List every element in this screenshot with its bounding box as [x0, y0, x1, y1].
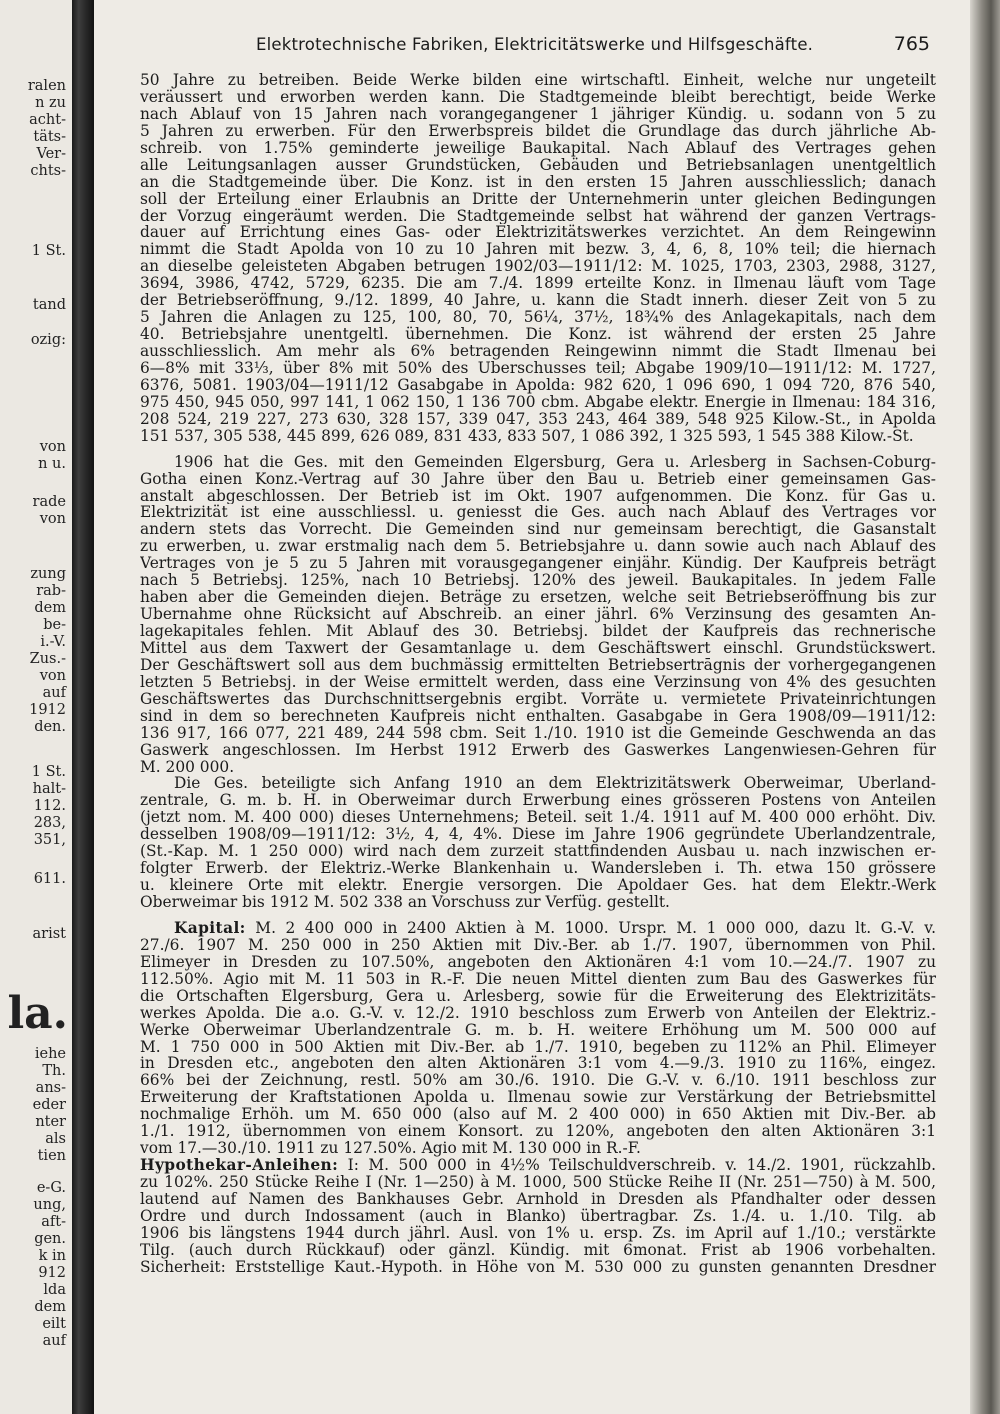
line-text: vom 17.—30./10. 1911 zu 127.50%. Agio mit M. 130 000 in R.-F.: [140, 1140, 641, 1158]
line-text: (jetzt nom. M. 400 000) dieses Unternehmens; Beteil. seit 1./4. 1911 auf M. 400 000 erhöht. Div.: [140, 809, 936, 827]
text-line: [140, 1123, 936, 1140]
line-text: nach 5 Betriebsj. 125%, nach 10 Betriebsj. 120% des jeweil. Baukapitales. In jedem Falle: [140, 572, 936, 590]
text-line: [140, 775, 936, 792]
line-text: der Vorzug eingeräumt werden. Die Stadtgemeinde selbst hat während der ganzen Vertrags-: [140, 207, 936, 225]
text-line: [140, 1191, 936, 1208]
line-text: 975 450, 945 050, 997 141, 1 062 150, 1 136 700 cbm. Abgabe elektr. Energie in Ilmenau: 184 316,: [140, 393, 936, 411]
margin-fragment: auf: [42, 685, 66, 701]
text-line: [140, 606, 936, 623]
line-text: an die Stadtgemeinde über. Die Konz. ist in den ersten 15 Jahren ausschliesslich; danach: [140, 173, 936, 191]
line-text: Gaswerk angeschlossen. Im Herbst 1912 Erwerb des Gaswerkes Langenwiesen-Gehren für: [140, 741, 936, 759]
text-line: [140, 504, 936, 521]
line-text: alle Leitungsanlagen ausser Grundstücken, Gebäuden und Betriebsanlagen unentgeltlich: [140, 156, 936, 174]
paragraph-gap: [140, 445, 936, 454]
text-line: [140, 123, 936, 140]
text-line: [140, 1022, 936, 1039]
line-text: Erweiterung der Kraftstationen Apolda u. Ilmenau sowie zur Verstärkung der Betriebsmittel: [140, 1089, 936, 1107]
section-lead: Kapital:: [174, 919, 246, 937]
text-line: [140, 72, 936, 89]
line-text: M. 200 000.: [140, 758, 235, 776]
text-line: [140, 988, 936, 1005]
line-text: u. kleinere Orte mit elektr. Energie versorgen. Die Apoldaer Ges. hat dem Elektr.-Werk: [140, 877, 936, 894]
page-header: [160, 33, 930, 59]
margin-fragment: ralen: [27, 78, 66, 94]
margin-fragment: i.-V.: [40, 634, 66, 650]
text-line: [140, 623, 936, 640]
text-line: [140, 191, 936, 208]
line-text: veräussert und erworben werden kann. Die Stadtgemeinde bleibt berechtigt, beide Werke: [140, 88, 936, 106]
text-line: [140, 360, 936, 377]
line-text: 3694, 3986, 4742, 5729, 6235. Die am 7./4. 1899 erteilte Konz. in Ilmenau läuft vom Tage: [140, 275, 936, 293]
line-text: M. 1 750 000 in 500 Aktien mit Div.-Ber. ab 1./7. 1910, begeben zu 112% an Phil. Elimeyer: [140, 1038, 936, 1056]
margin-fragment: auf: [42, 1333, 66, 1349]
margin-fragment: Zus.-: [29, 651, 66, 667]
text-line: [140, 640, 936, 657]
margin-fragment: dem: [34, 1299, 66, 1315]
text-line: [140, 1157, 936, 1174]
line-text: I: M. 500 000 in 4½% Teilschuldverschreib. v. 14./2. 1901, rückzahlb.: [338, 1157, 936, 1174]
line-text: in Dresden etc., angeboten den alten Aktionären 3:1 vom 4.—9./3. 1910 zu 116%, eingez.: [140, 1055, 936, 1073]
text-line: [140, 174, 936, 191]
line-text: Werke Oberweimar Überlandzentrale G. m. b. H. weitere Erhöhung um M. 500 000 auf: [140, 1021, 936, 1039]
text-line: [140, 488, 936, 505]
line-text: 1906 hat die Ges. mit den Gemeinden Elgersburg, Gera u. Arlesberg in Sachsen-Coburg-: [174, 453, 936, 471]
margin-fragment: e-G.: [36, 1180, 66, 1196]
text-line: [140, 894, 936, 911]
line-text: dauer auf Errichtung eines Gas- oder Elektrizitätswerkes verzichtet. An dem Reingewinn: [140, 224, 936, 242]
margin-fragment: tien: [37, 1148, 66, 1164]
margin-fragment: 912: [38, 1265, 66, 1281]
margin-fragment: 1 St.: [31, 243, 66, 259]
text-line: [140, 759, 936, 776]
line-text: der Betriebseröffnung, 9./12. 1899, 40 Jahre, u. kann die Stadt innerh. dieser Zeit von 5 zu: [140, 292, 936, 310]
line-text: lagekapitales fehlen. Mit Ablauf des 30. Betriebsj. bildet der Kaufpreis das rechnerische: [140, 623, 936, 640]
line-text: Die Ges. beteiligte sich Anfang 1910 an dem Elektrizitätswerk Oberweimar, Überland-: [174, 775, 936, 793]
line-text: Tilg. (auch durch Rückkauf) oder gänzl. Kündig. mit 6monat. Frist ab 1906 vorbehalten.: [140, 1241, 936, 1259]
text-line: [140, 742, 936, 759]
text-line: [140, 471, 936, 488]
text-line: [140, 725, 936, 742]
line-text: nach Ablauf von 15 Jahren nach vorangegangener 1 jähriger Kündig. u. sodann von 5 zu: [140, 105, 936, 123]
line-text: anstalt abgeschlossen. Der Betrieb ist im Okt. 1907 aufgenommen. Die Konz. für Gas u.: [140, 487, 936, 505]
line-text: ausschliesslich. Am mehr als 6% betragenden Reingewinn nimmt die Stadt Ilmenau bei: [140, 343, 936, 360]
text-line: [140, 691, 936, 708]
line-text: Elektrizität ist eine ausschliessl. u. geniesst die Ges. auch nach Ablauf des Vertrages vor: [140, 504, 936, 522]
line-text: 6376, 5081. 1903/04—1911/12 Gasabgabe in Apolda: 982 620, 1 096 690, 1 094 720, 876 540,: [140, 376, 936, 394]
line-text: Ordre und durch Indossament (auch in Blanko) übertragbar. Zs. 1./4. u. 1./10. Tilg. ab: [140, 1207, 936, 1225]
text-line: [140, 428, 936, 445]
text-line: [140, 826, 936, 843]
text-line: [140, 309, 936, 326]
margin-fragment: 351,: [33, 832, 66, 848]
line-text: an dieselbe geleisteten Abgaben betrugen 1902/03—1911/12: M. 1025, 1703, 2303, 2988, 3127,: [140, 258, 936, 276]
adjacent-page-margin: [0, 0, 72, 1414]
margin-fragment: eilt: [42, 1316, 66, 1332]
line-text: haben aber die Gemeinden diejen. Beträge zu ersetzen, welche seit Betriebseröffnung bis zur: [140, 589, 936, 607]
text-line: [140, 674, 936, 691]
line-text: Vertrages von je 5 zu 5 Jahren mit vorausgegangener einjähr. Kündig. Der Kaufpreis beträgt: [140, 555, 936, 573]
text-line: [140, 572, 936, 589]
line-text: zu erwerben, u. zwar erstmalig nach dem 5. Betriebsjahre u. dann sowie auch nach Ablauf des: [140, 538, 936, 556]
text-line: [140, 954, 936, 971]
margin-fragment: täts-: [33, 129, 66, 145]
margin-fragment: k in: [38, 1248, 66, 1264]
line-text: 66% bei der Zeichnung, restl. 50% am 30./6. 1910. Die G.-V. v. 6./10. 1911 beschloss zur: [140, 1072, 936, 1090]
line-text: letzten 5 Betriebsj. in der Weise ermittelt werden, dass eine Verzinsung von 4% des gesuchten: [140, 673, 936, 691]
margin-fragment: ans-: [35, 1080, 66, 1096]
line-text: 5 Jahren zu erwerben. Für den Erwerbspreis bildet die Grundlage das durch jährliche Ab-: [140, 122, 936, 140]
line-text: 151 537, 305 538, 445 899, 626 089, 831 433, 833 507, 1 086 392, 1 325 593, 1 545 388 Kilow.-St.: [140, 427, 914, 445]
line-text: 1906 bis längstens 1944 durch jährl. Ausl. von 1% u. ersp. Zs. im April auf 1./10.; verstärkte: [140, 1224, 936, 1242]
margin-fragment: n u.: [38, 456, 66, 472]
paragraph-gap: [140, 911, 936, 920]
line-text: (St.-Kap. M. 1 250 000) wird nach dem zurzeit stattfindenden Ausbau u. nach inzwischen er-: [140, 843, 936, 861]
line-text: schreib. von 1.75% geminderte jeweilige Baukapital. Nach Ablauf des Vertrages gehen: [140, 139, 936, 157]
line-text: nochmalige Erhöh. um M. 650 000 (also auf M. 2 400 000) in 650 Aktien mit Div.-Ber. ab: [140, 1106, 936, 1124]
text-line: [140, 1072, 936, 1089]
text-line: [140, 538, 936, 555]
text-line: [140, 920, 936, 937]
text-line: [140, 1089, 936, 1106]
page-edge: [970, 0, 1000, 1414]
text-line: [140, 1055, 936, 1072]
line-text: zu 102%. 250 Stücke Reihe I (Nr. 1—250) à M. 1000, 500 Stücke Reihe II (Nr. 251—750) à M. 500,: [140, 1174, 936, 1191]
line-text: Übernahme ohne Rücksicht auf Abschreib. an einer jährl. 6% Verzinsung des gesamten An-: [140, 606, 936, 623]
line-text: soll der Erteilung einer Erlaubnis an Dritte der Unternehmerin unter gleichen Bedingungen: [140, 190, 936, 208]
body-text: [140, 72, 936, 1276]
margin-fragment: Th.: [42, 1063, 66, 1079]
line-text: Der Geschäftswert soll aus dem buchmässig ermittelten Betriebsertrāgnis der vorhergegangenen: [140, 656, 936, 674]
text-line: [140, 454, 936, 471]
running-title: Elektrotechnische Fabriken, Elektricitätswerke und Hilfsgeschäfte.: [256, 35, 814, 54]
text-line: [140, 809, 936, 826]
line-text: 1./1. 1912, übernommen von einem Konsort. zu 120%, angeboten den alten Aktionären 3:1: [140, 1123, 936, 1141]
text-line: [140, 258, 936, 275]
line-text: Geschäftswertes das Durchschnittsergebnis ergibt. Vorräte u. vermietete Privateinrichtungen: [140, 690, 936, 708]
text-line: [140, 275, 936, 292]
text-line: [140, 1005, 936, 1022]
margin-fragment: eder: [32, 1097, 66, 1113]
line-text: desselben 1908/09—1911/12: 3½, 4, 4, 4%. Diese im Jahre 1906 gegründete Überlandzentrale,: [140, 826, 936, 844]
margin-fragment: iehe: [34, 1046, 66, 1062]
line-text: Elimeyer in Dresden zu 107.50%, angeboten den Aktionären 4:1 vom 10.—24./7. 1907 zu: [140, 953, 936, 971]
line-text: 208 524, 219 227, 273 630, 328 157, 339 047, 353 243, 464 389, 548 925 Kilow.-St., in Apolda: [140, 410, 936, 428]
line-text: folgter Erwerb. der Elektriz.-Werke Blankenhain u. Wandersleben i. Th. etwa 150 grössere: [140, 860, 936, 878]
section-lead: Hypothekar-Anleihen:: [140, 1157, 339, 1174]
text-line: [140, 860, 936, 877]
text-line: [140, 589, 936, 606]
margin-fragment: arist: [32, 926, 66, 942]
text-line: [140, 877, 936, 894]
page-number: 765: [893, 33, 930, 55]
margin-fragment: acht-: [29, 112, 66, 128]
margin-fragment: von: [39, 668, 66, 684]
book-gutter: [72, 0, 94, 1414]
margin-fragment: tand: [32, 297, 66, 313]
text-line: [140, 1242, 936, 1259]
line-text: 27./6. 1907 M. 250 000 in 250 Aktien mit Div.-Ber. ab 1./7. 1907, übernommen von Phil.: [140, 936, 936, 954]
margin-fragment: be-: [43, 617, 66, 633]
text-line: [140, 1208, 936, 1225]
margin-fragment: rade: [32, 494, 66, 510]
text-line: [140, 326, 936, 343]
text-line: [140, 1225, 936, 1242]
line-text: Mittel aus dem Taxwert der Gesamtanlage u. dem Geschäftswert einschl. Grundstückswert.: [140, 639, 936, 657]
line-text: Oberweimar bis 1912 M. 502 338 an Vorschuss zur Verfüg. gestellt.: [140, 894, 670, 911]
line-text: Gotha einen Konz.-Vertrag auf 30 Jahre über den Bau u. Betrieb einer gemeinsamen Gas-: [140, 470, 936, 488]
margin-fragment: ozig:: [30, 332, 66, 348]
text-line: [140, 394, 936, 411]
text-line: [140, 208, 936, 225]
text-line: [140, 343, 936, 360]
text-line: [140, 241, 936, 258]
text-line: [140, 521, 936, 538]
line-text: andern stets das Vorrecht. Die Gemeinden sind nur gemeinsam berechtigt, die Gasanstalt: [140, 521, 936, 539]
line-text: nimmt die Stadt Apolda von 10 zu 10 Jahren mit bezw. 3, 4, 6, 8, 10% teil; die hiernach: [140, 241, 936, 259]
line-text: werkes Apolda. Die a.o. G.-V. v. 12./2. 1910 beschloss zum Erwerb von Anteilen der Elektriz.-: [140, 1004, 936, 1022]
margin-fragment: la.: [7, 988, 68, 1039]
text-line: [140, 377, 936, 394]
margin-fragment: als: [45, 1131, 66, 1147]
line-text: M. 2 400 000 in 2400 Aktien à M. 1000. Urspr. M. 1 000 000, dazu lt. G.-V. v.: [245, 919, 936, 937]
text-line: [140, 937, 936, 954]
line-text: zentrale, G. m. b. H. in Oberweimar durch Erwerbung eines grösseren Postens von Anteilen: [140, 792, 936, 810]
text-line: [140, 1106, 936, 1123]
line-text: 5 Jahren die Anlagen zu 125, 100, 80, 70, 56¼, 37½, 18¾% des Anlagekapitals, nach dem: [140, 309, 936, 327]
margin-fragment: lda: [43, 1282, 66, 1298]
margin-fragment: 1 St.: [31, 764, 66, 780]
margin-fragment: gen.: [34, 1231, 66, 1247]
line-text: 40. Betriebsjahre unentgeltl. übernehmen. Die Konz. ist während der ersten 25 Jahre: [140, 326, 936, 343]
text-line: [140, 971, 936, 988]
margin-fragment: nter: [35, 1114, 66, 1130]
margin-fragment: 1912: [29, 702, 66, 718]
margin-fragment: rab-: [36, 583, 66, 599]
text-line: [140, 106, 936, 123]
margin-fragment: zung: [30, 566, 66, 582]
text-line: [140, 411, 936, 428]
margin-fragment: Ver-: [36, 146, 66, 162]
text-line: [140, 843, 936, 860]
text-line: [140, 1174, 936, 1191]
line-text: 6—8% mit 33⅓, über 8% mit 50% des Überschusses teil; Abgabe 1909/10—1911/12: M. 1727,: [140, 359, 936, 377]
margin-fragment: ung,: [33, 1197, 66, 1213]
margin-fragment: 611.: [33, 871, 66, 887]
line-text: 112.50%. Agio mit M. 11 503 in R.-F. Die neuen Mittel dienten zum Bau des Gaswerkes für: [140, 970, 936, 988]
text-line: [140, 1039, 936, 1056]
line-text: 50 Jahre zu betreiben. Beide Werke bilden eine wirtschaftl. Einheit, welche nur ungeteilt: [140, 72, 936, 89]
margin-fragment: 283,: [33, 815, 66, 831]
line-text: lautend auf Namen des Bankhauses Gebr. Arnhold in Dresden als Pfandhalter oder dessen: [140, 1190, 936, 1208]
text-line: [140, 1140, 936, 1157]
margin-fragment: chts-: [30, 163, 66, 179]
line-text: die Ortschaften Elgersburg, Gera u. Arlesberg, sowie für die Erweiterung des Elektrizitäts-: [140, 987, 936, 1005]
line-text: Sicherheit: Erststellige Kaut.-Hypoth. in Höhe von M. 530 000 zu gunsten genannten Dresdner: [140, 1258, 936, 1276]
margin-fragment: von: [39, 439, 66, 455]
margin-fragment: aft-: [41, 1214, 66, 1230]
line-text: sind in dem so berechneten Kaufpreis nicht enthalten. Gasabgabe in Gera 1908/09—1911/12:: [140, 707, 936, 725]
text-line: [140, 555, 936, 572]
text-line: [140, 292, 936, 309]
text-line: [140, 792, 936, 809]
text-line: [140, 89, 936, 106]
text-line: [140, 1259, 936, 1276]
margin-fragment: den.: [34, 719, 66, 735]
text-line: [140, 157, 936, 174]
margin-fragment: von: [39, 511, 66, 527]
margin-fragment: halt-: [32, 781, 66, 797]
margin-fragment: dem: [34, 600, 66, 616]
margin-fragment: 112.: [33, 798, 66, 814]
margin-fragment: n zu: [35, 95, 66, 111]
line-text: 136 917, 166 077, 221 489, 244 598 cbm. Seit 1./10. 1910 ist die Gemeinde Geschwenda an das: [140, 724, 936, 742]
text-line: [140, 140, 936, 157]
text-line: [140, 708, 936, 725]
text-line: [140, 224, 936, 241]
text-line: [140, 657, 936, 674]
